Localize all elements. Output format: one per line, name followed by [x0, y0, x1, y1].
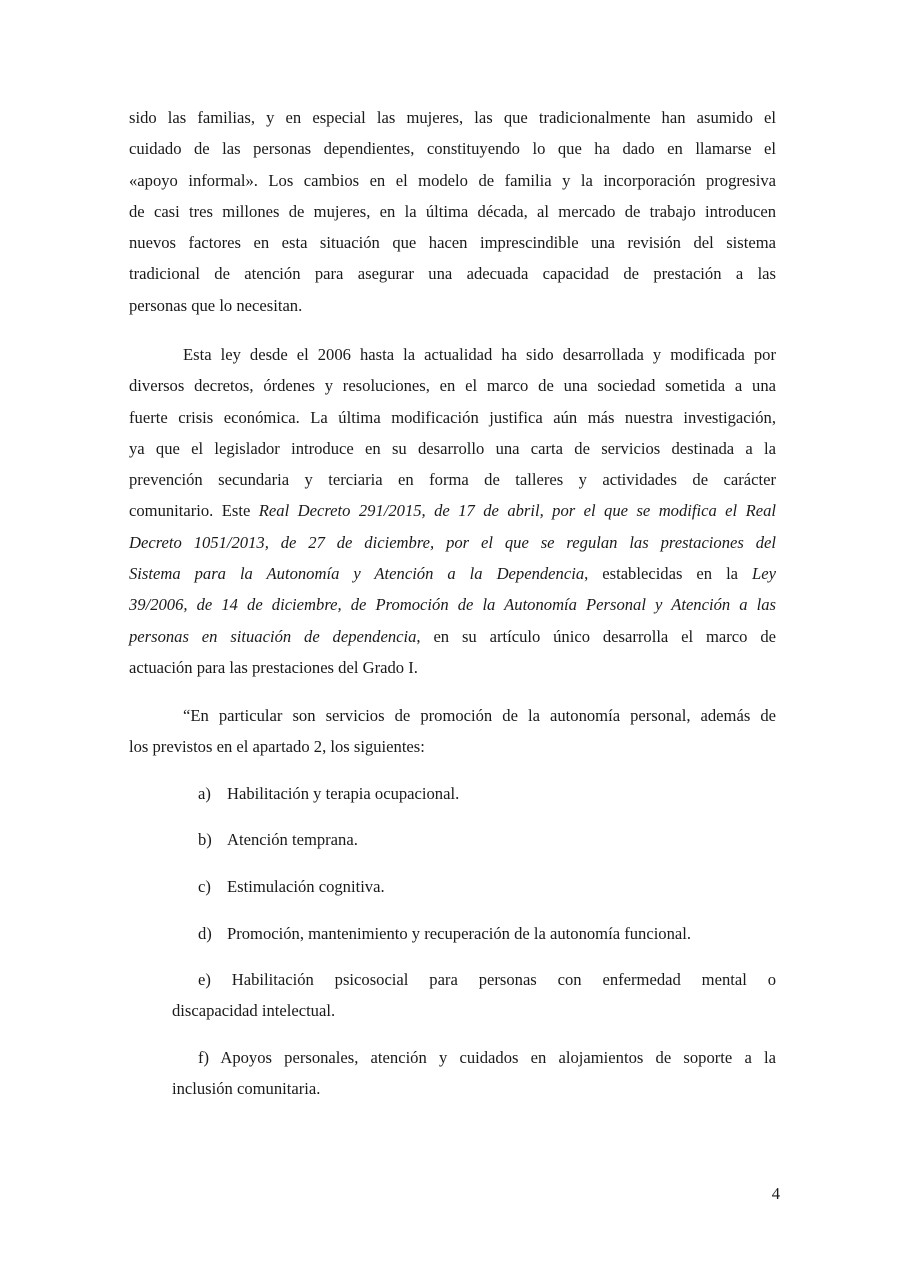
list-marker: c): [198, 877, 211, 896]
text-line: ya que el legislador introduce en su desarrollo una carta de servicios destinada a la: [129, 438, 776, 458]
list-marker: a): [198, 784, 211, 803]
text-line: “En particular son servicios de promoción de la autonomía personal, además de: [183, 706, 776, 725]
page-number: 4: [771, 1184, 780, 1203]
text-line: discapacidad intelectual.: [172, 1001, 336, 1021]
text-line: prevención secundaria y terciaria en forma de talleres y actividades de carácter: [129, 470, 776, 490]
list-marker: b): [198, 830, 212, 849]
text-line: Esta ley desde el 2006 hasta la actualidad ha sido desarrollada y modificada por: [183, 345, 776, 364]
text-line: e) Habilitación psicosocial para personas con enfermedad mental o: [198, 970, 776, 989]
text-line: cuidado de las personas dependientes, constituyendo lo que ha dado en llamarse el: [129, 139, 776, 159]
text-line: personas que lo necesitan.: [129, 295, 303, 315]
list-item-text: Atención temprana.: [227, 830, 358, 849]
text-line: nuevos factores en esta situación que hacen imprescindible una revisión del sistema: [129, 233, 776, 253]
law-citation-italic: personas en situación de dependencia: [129, 626, 417, 646]
law-citation-italic: 39/2006, de 14 de diciembre, de Promoción de la Autonomía Personal y Atención a las: [129, 595, 776, 615]
list-item-text: Habilitación y terapia ocupacional.: [227, 784, 460, 803]
list-item-e: [172, 964, 776, 1027]
list-item-text: Estimulación cognitiva.: [227, 877, 385, 896]
text-line: [129, 558, 776, 589]
text-line: inclusión comunitaria.: [172, 1079, 321, 1099]
list-item-text: Promoción, mantenimiento y recuperación de la autonomía funcional.: [227, 924, 692, 943]
text-line: diversos decretos, órdenes y resoluciones, en el marco de una sociedad sometida a una: [129, 376, 776, 396]
text-run: comunitario. Este: [129, 501, 259, 521]
list-item-a: [129, 778, 776, 809]
law-citation-italic: Decreto 1051/2013, de 27 de diciembre, por el que se regulan las prestaciones del: [129, 532, 776, 552]
text-line: [129, 495, 776, 526]
text-line: fuerte crisis económica. La última modificación justifica aún más nuestra investigación,: [129, 407, 776, 427]
text-run: , en su artículo único desarrolla el marco de: [416, 626, 776, 646]
text-line: los previstos en el apartado 2, los siguientes:: [129, 737, 425, 757]
law-citation-italic: Ley: [752, 564, 777, 584]
text-line: de casi tres millones de mujeres, en la última década, al mercado de trabajo introducen: [129, 201, 776, 221]
list-item-b: [129, 824, 776, 855]
list-item-d: [129, 918, 776, 949]
list-item-f: [172, 1042, 776, 1105]
text-line: f) Apoyos personales, atención y cuidados en alojamientos de soporte a la: [198, 1048, 776, 1067]
law-citation-italic: Real Decreto 291/2015, de 17 de abril, por el que se modifica el Real: [258, 501, 776, 521]
list-item-c: [129, 871, 776, 902]
paragraph-law-development: [129, 339, 776, 683]
text-run: , establecidas en la: [584, 564, 753, 584]
text-line: sido las familias, y en especial las mujeres, las que tradicionalmente han asumido el: [129, 108, 776, 127]
list-marker: d): [198, 924, 212, 943]
law-citation-italic: Sistema para la Autonomía y Atención a la Dependencia: [129, 564, 585, 584]
text-line: [129, 621, 776, 652]
text-line: «apoyo informal». Los cambios en el modelo de familia y la incorporación progresiva: [129, 170, 776, 190]
paragraph-families: [129, 102, 776, 321]
paragraph-quote-intro: [129, 700, 776, 763]
text-line: actuación para las prestaciones del Grado I.: [129, 657, 418, 677]
text-line: tradicional de atención para asegurar una adecuada capacidad de prestación a las: [129, 264, 776, 284]
